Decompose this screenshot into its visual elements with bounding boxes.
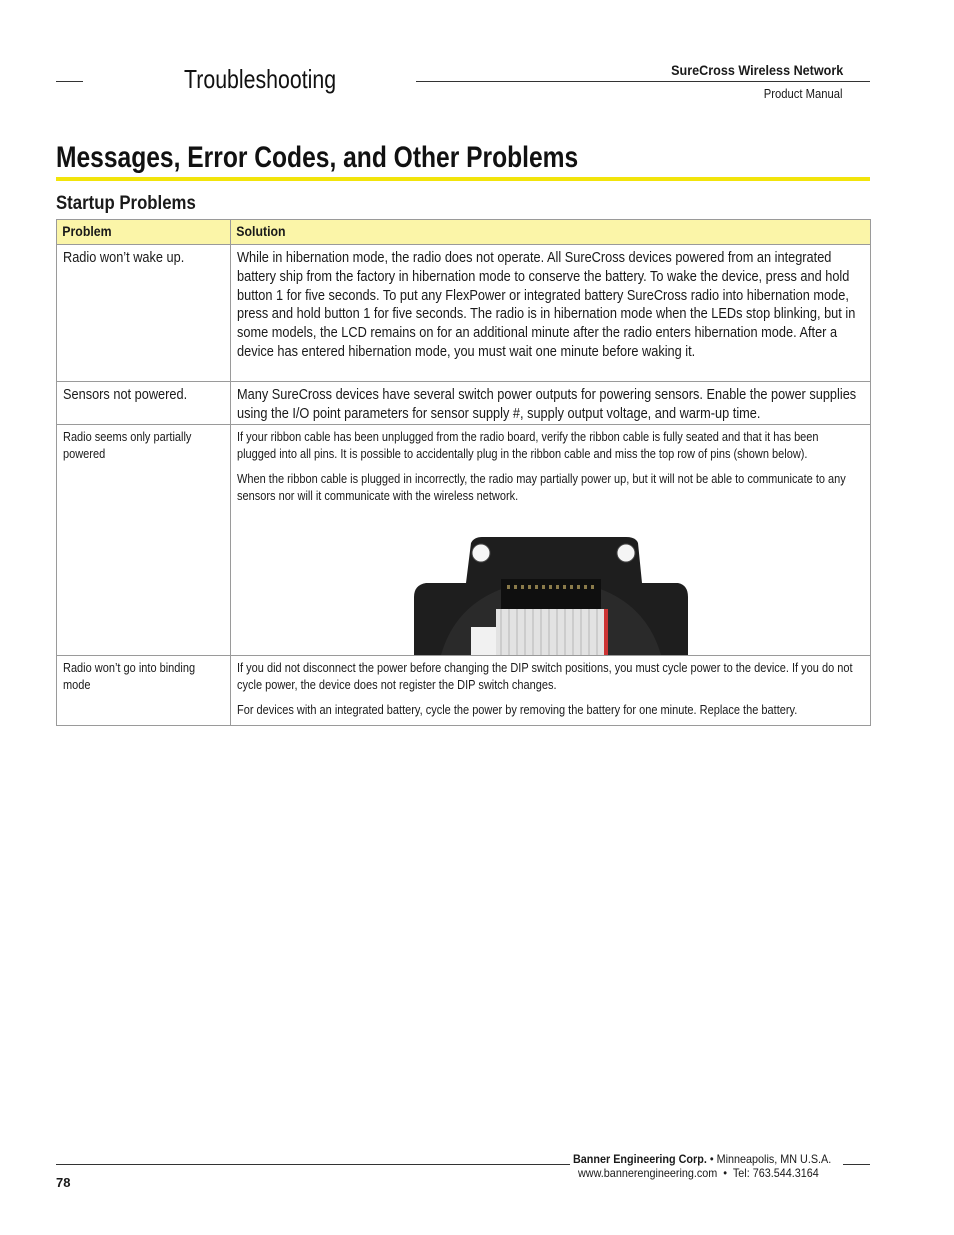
table-row (57, 245, 871, 382)
table-row (57, 425, 871, 656)
website-link[interactable]: www.bannerengineering.com (578, 1166, 718, 1180)
company-location: Minneapolis, MN U.S.A. (716, 1152, 832, 1166)
table-row (57, 382, 871, 425)
problem-cell: Radio won’t wake up. (57, 245, 231, 382)
company-name: Banner Engineering Corp. (573, 1152, 707, 1166)
solution-cell (231, 656, 871, 726)
page-number: 78 (56, 1175, 71, 1190)
phone-number: Tel: 763.544.3164 (732, 1166, 819, 1180)
startup-problems-table (56, 219, 871, 726)
column-header-problem: Problem (57, 220, 231, 245)
table-header-row (57, 220, 871, 245)
ribbon-cable-photo (401, 535, 701, 655)
solution-text: For devices with an integrated battery, cycle the power by removing the battery for one minute. Replace the battery. (237, 703, 798, 717)
problem-cell: Radio won’t go into binding mode (57, 656, 231, 726)
solution-cell (231, 382, 871, 425)
table-row (57, 656, 871, 726)
solution-cell (231, 425, 871, 656)
bullet-separator: • (709, 1152, 714, 1166)
problem-cell: Sensors not powered. (57, 382, 231, 425)
footer-contact-line (578, 1166, 819, 1180)
product-subtitle: Product Manual (764, 87, 843, 101)
header-rule-right (416, 81, 870, 82)
page-heading: Messages, Error Codes, and Other Problems (56, 141, 579, 174)
section-title: Troubleshooting (184, 64, 337, 94)
solution-text: If your ribbon cable has been unplugged from the radio board, verify the ribbon cable is fully seated and that it has been plugged into all pins. It is possible to accidentally plug in the ribbon cable and miss the top row of pins (shown below). (237, 430, 819, 461)
solution-text: When the ribbon cable is plugged in incorrectly, the radio may partially power up, but it will not be able to communicate to any sensors nor will it communicate with the wireless network. (237, 472, 846, 503)
problem-cell: Radio seems only partially powered (57, 425, 231, 656)
footer-rule-left (56, 1164, 570, 1165)
section-subheading: Startup Problems (56, 192, 196, 214)
footer-rule-right (843, 1164, 870, 1165)
header-rule-left (56, 81, 83, 82)
bullet-separator: • (723, 1166, 728, 1180)
footer-company-line (573, 1152, 831, 1166)
solution-cell (231, 245, 871, 382)
column-header-solution: Solution (231, 220, 871, 245)
solution-text: While in hibernation mode, the radio does not operate. All SureCross devices powered from an integrated battery ship from the factory in hibernation mode to conserve the battery. To wake the device, press and hold button 1 for five seconds. To put any FlexPower or integrated battery SureCross radio into hibernation mode, press and hold button 1 for five seconds. The radio is in hibernation mode when the LEDs stop blinking, but in some models, the LCD remains on for an additional minute after the radio enters hibernation mode. After a device has entered hibernation mode, you must wait one minute before waking it. (237, 250, 856, 360)
heading-underline (56, 177, 870, 181)
solution-text: Many SureCross devices have several switch power outputs for powering sensors. Enable the power supplies using the I/O point parameters for sensor supply #, supply output voltage, and warm-up time. (237, 387, 857, 422)
solution-text: If you did not disconnect the power before changing the DIP switch positions, you must cycle power to the device. If you do not cycle power, the device does not register the DIP switch changes. (237, 661, 853, 692)
product-name: SureCross Wireless Network (670, 62, 843, 78)
